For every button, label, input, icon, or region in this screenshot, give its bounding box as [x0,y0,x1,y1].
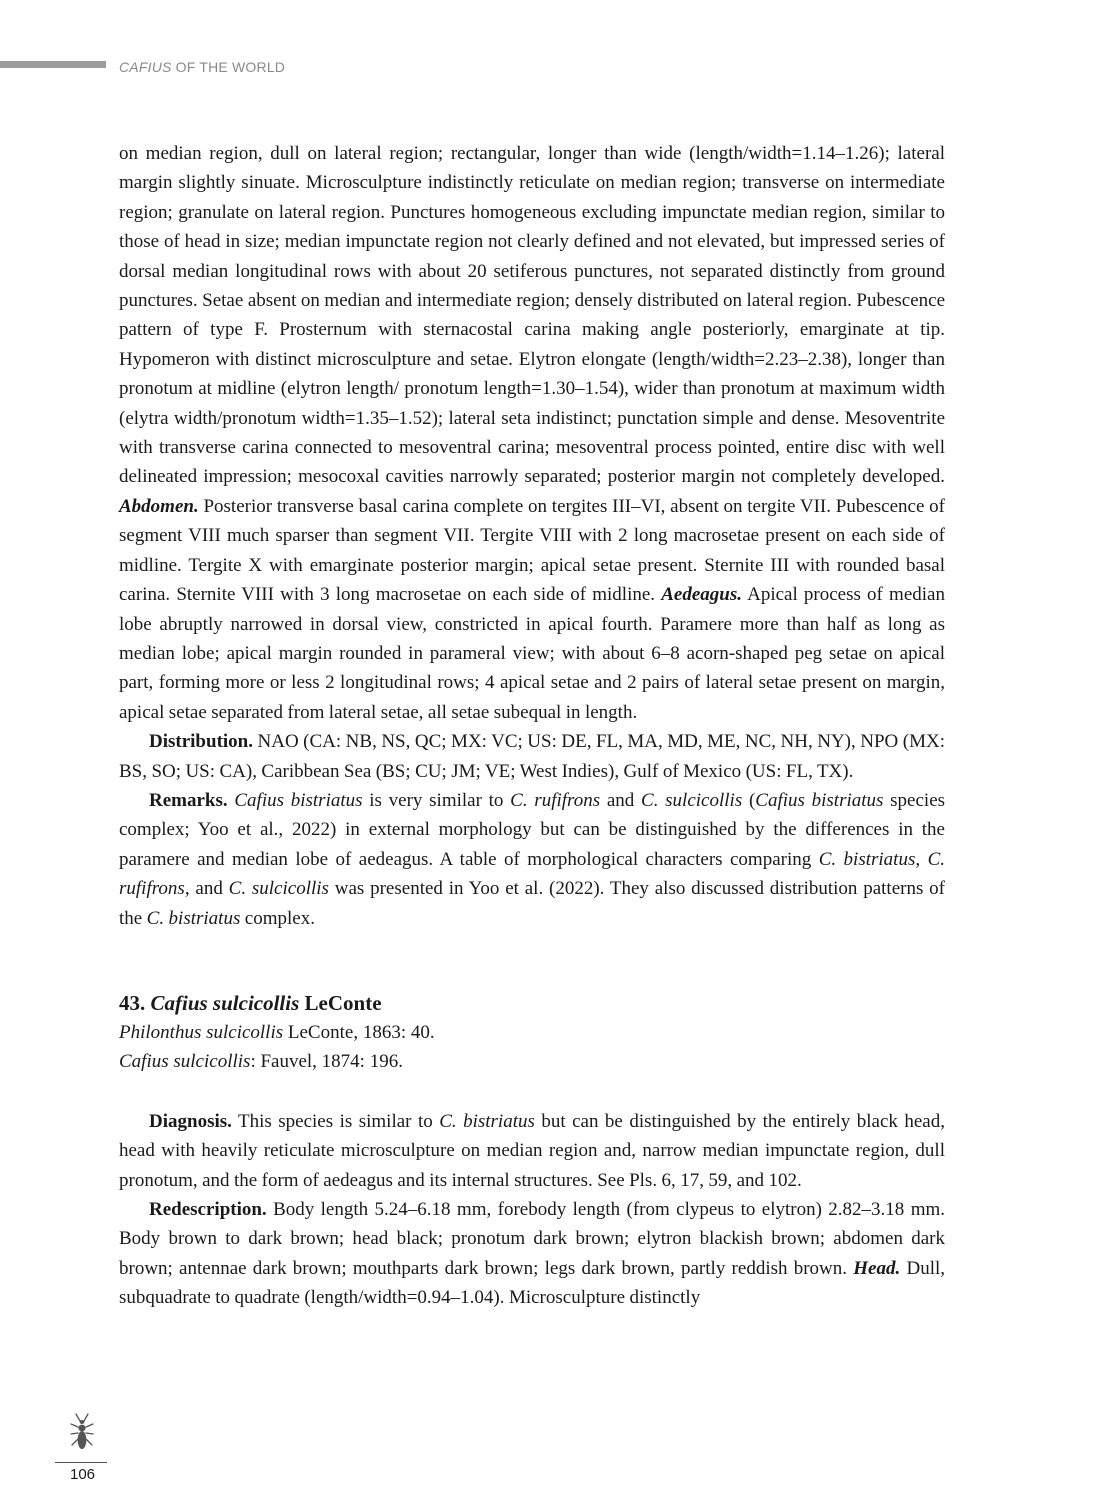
header-bar [0,61,106,68]
diagnosis-label: Diagnosis. [149,1110,232,1132]
species-number: 43. [119,990,146,1015]
remarks-taxon: C. rufifrons [119,848,945,900]
running-head-rest: OF THE WORLD [171,59,286,75]
remarks-taxon: Cafius bistriatus [755,789,884,811]
remarks-text: was presented in Yoo et al. (2022). They also discussed distribution patterns of the [119,878,946,929]
redescription-label: Redescription. [149,1199,267,1220]
diagnosis-text: This species is similar to [231,1110,440,1132]
remarks-taxon: C. sulcicollis [228,878,329,900]
abdomen-text: Posterior transverse basal carina complete on tergites III–VI, absent on tergite VII. Pubescence of segment VIII much sparser than segment VII. Tergite VIII with 2 long macrosetae present on each side of midline. Tergite X with emarginate posterior margin; apical setae present. Sternite III with rounded basal carina. Sternite VIII with 3 long macrosetae on each side of midline. [119,495,945,606]
remarks-text: complex. [240,907,315,929]
synonym-line [119,1018,945,1047]
remarks-text: ( [742,789,756,811]
synonym-ref: : Fauvel, 1874: 196. [250,1051,403,1073]
species-name: Cafius sulcicollis [150,990,300,1015]
diagnosis-taxon: C. bistriatus [439,1110,535,1132]
abdomen-label: Abdomen. [119,495,199,517]
synonym-ref: LeConte, 1863: 40. [283,1021,435,1043]
running-head-genus: CAFIUS [119,59,172,75]
remarks-text: and [600,789,642,811]
page-content [119,139,945,1313]
continuation-paragraph [119,139,945,727]
remarks-taxon: C. bistriatus [146,907,241,929]
distribution-text: NAO (CA: NB, NS, QC; MX: VC; US: DE, FL, MA, MD, ME, NC, NH, NY), NPO (MX: BS, SO; US: CA), Caribbean Sea (BS; CU; JM; VE; West Indies), Gulf of Mexico (US: FL, TX). [119,731,945,782]
remarks-label: Remarks. [149,789,228,811]
remarks-paragraph [119,786,945,933]
running-head [119,58,285,76]
section-spacer [119,1077,945,1107]
synonym-line [119,1047,945,1076]
remarks-taxon: C. rufifrons [510,789,601,811]
remarks-text: species complex; Yoo et al., 2022) in external morphology but can be distinguished by the differences in the paramere and median lobe of aedeagus. A table of morphological characters comparing [119,789,946,870]
page-number: 106 [70,1466,96,1483]
synonym-name: Cafius sulcicollis [119,1051,251,1073]
pronotum-elytra-text: on median region, dull on lateral region; rectangular, longer than wide (length/width=1.14–1.26); lateral margin slightly sinuate. Microsculpture indistinctly reticulate on median region; transverse on intermediate region; granulate on lateral region. Punctures homogeneous excluding impunctate median region, similar to those of head in size; median impunctate region not clearly defined and not elevated, but impressed series of dorsal median longitudinal rows with about 20 setiferous punctures, not separated distinctly from ground punctures. Setae absent on median and intermediate region; densely distributed on lateral region. Pubescence pattern of type F. Prosternum with sternacostal carina making angle posteriorly, emarginate at tip. Hypomeron with distinct microsculpture and setae. Elytron elongate (length/width=2.23–2.38), longer than pronotum at midline (elytron length/ pronotum length=1.30–1.54), wider than pronotum at maximum width (elytra width/pronotum width=1.35–1.52); lateral seta indistinct; punctation simple and dense. Mesoventrite with transverse carina connected to mesoventral carina; mesoventral process pointed, entire disc with well delineated impression; mesocoxal cavities narrowly separated; posterior margin not completely developed. [119,143,945,488]
remarks-text: , and [184,878,229,900]
remarks-taxon: Cafius bistriatus [234,789,363,811]
section-spacer [119,933,945,988]
redescription-paragraph [119,1195,945,1313]
remarks-text: is very similar to [362,789,511,811]
diagnosis-text: but can be distinguished by the entirely black head, head with heavily reticulate microsculpture on median region and, narrow median impunctate region, dull pronotum, and the form of aedeagus and its internal structures. See Pls. 6, 17, 59, and 102. [119,1110,945,1191]
aedeagus-label: Aedeagus. [661,584,742,606]
head-text: Dull, subquadrate to quadrate (length/width=0.94–1.04). Microsculpture distinctly [119,1257,945,1309]
aedeagus-text: Apical process of median lobe abruptly narrowed in dorsal view, constricted in apical fourth. Paramere more than half as long as median lobe; apical margin rounded in parameral view; with about 6–8 acorn-shaped peg setae on apical part, forming more or less 2 longitudinal rows; 4 apical setae and 2 pairs of lateral setae present on margin, apical setae separated from lateral setae, all setae subequal in length. [119,584,945,723]
remarks-text: , [915,848,928,870]
distribution-label: Distribution. [149,731,253,753]
footer-rule [55,1462,107,1463]
remarks-taxon: C. sulcicollis [641,789,743,811]
species-heading [119,988,945,1018]
synonym-name: Philonthus sulcicollis [119,1021,284,1043]
diagnosis-paragraph [119,1107,945,1195]
remarks-taxon: C. bistriatus [818,848,916,870]
distribution-paragraph [119,727,945,786]
redescription-text: Body length 5.24–6.18 mm, forebody length (from clypeus to elytron) 2.82–3.18 mm. Body brown to dark brown; head black; pronotum dark brown; elytron blackish brown; abdomen dark brown; antennae dark brown; mouthparts dark brown; legs dark brown, partly reddish brown. [119,1199,945,1279]
beetle-icon [68,1413,96,1453]
head-label: Head. [853,1257,901,1279]
species-author: LeConte [304,990,382,1015]
